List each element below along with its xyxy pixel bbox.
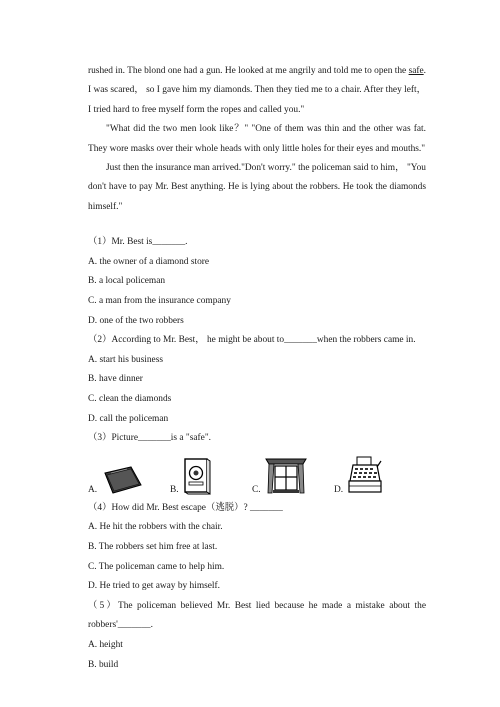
question-4-option-d: D. He tried to get away by himself.	[88, 581, 220, 592]
picture-option-c: C.	[252, 457, 307, 495]
question-2-option-b: B. have dinner	[88, 374, 143, 385]
question-1-option-b: B. a local policeman	[88, 276, 166, 287]
safe-icon	[183, 457, 211, 495]
picture-option-a: A.	[88, 463, 145, 495]
question-4-option-c: C. The policeman came to help him.	[88, 561, 225, 572]
cash-register-icon	[347, 455, 383, 495]
document-page	[88, 62, 426, 675]
passage-paragraph-3: Just then the insurance man arrived."Don't worry." the policeman said to him， "You don't have to pay Mr. Best anything. He is lying about the robbers. He took the diamonds himself."	[88, 163, 426, 212]
question-5-stem: （5）The policeman believed Mr. Best lied because he made a mistake about the robbers'_______.	[88, 600, 426, 631]
question-3-stem: （3）Picture_______is a "safe".	[88, 433, 211, 444]
question-5-option-a: A. height	[88, 639, 123, 650]
question-2-option-d: D. call the policeman	[88, 413, 169, 424]
question-3-pictures	[88, 451, 426, 499]
question-1-option-c: C. a man from the insurance company	[88, 296, 231, 307]
picture-option-b: B.	[170, 457, 211, 495]
questions	[88, 233, 426, 675]
picture-option-d: D.	[334, 455, 383, 495]
window-icon	[265, 457, 307, 495]
question-2-option-a: A. start his business	[88, 354, 163, 365]
question-2-stem: （2）According to Mr. Best， he might be about to_______when the robbers came in.	[88, 335, 416, 346]
question-1-option-a: A. the owner of a diamond store	[88, 256, 210, 267]
underlined-word-safe: safe	[408, 66, 424, 76]
question-2-option-c: C. clean the diamonds	[88, 394, 172, 404]
question-4-option-b: B. The robbers set him free at last.	[88, 541, 218, 552]
question-1-option-d: D. one of the two robbers	[88, 315, 184, 326]
passage-paragraph-2: "What did the two men look like？" "One of them was thin and the other was fat. They wore masks over their whole heads with only little holes for their eyes and mouths."	[88, 124, 426, 154]
question-4-option-a: A. He hit the robbers with the chair.	[88, 522, 223, 533]
reading-passage	[88, 62, 426, 217]
question-5-option-b: B. build	[88, 659, 119, 670]
question-4-stem: （4）How did Mr. Best escape（逃脱）? _______	[88, 502, 283, 513]
question-1-stem: （1）Mr. Best is_______.	[88, 237, 188, 248]
wallet-icon	[101, 463, 145, 495]
passage-paragraph-1: rushed in. The blond one had a gun. He looked at me angrily and told me to open the safe. I was scared， so I gave him my diamonds. Then they tied me to a chair. After they left， I tried hard to free myself form the ropes and called you."	[88, 66, 426, 115]
